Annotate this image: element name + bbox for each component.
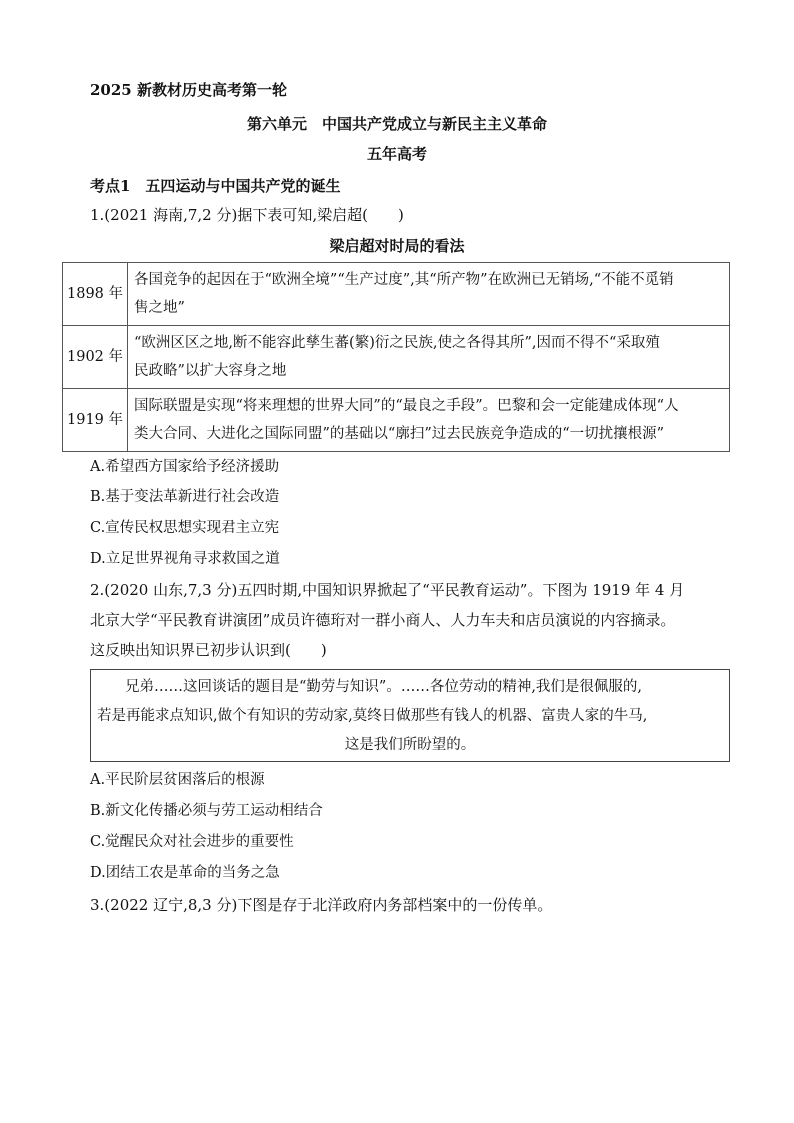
year-cell: 1898 年	[63, 263, 128, 326]
q1-option-c: C.宣传民权思想实现君主立宪	[90, 520, 280, 536]
q1-option-a: A.希望西方国家给予经济援助	[90, 459, 280, 475]
q1-option-d: D.立足世界视角寻求救国之道	[90, 551, 280, 567]
quote-line: 若是再能求点知识,做个有知识的劳动家,莫终日做那些有钱人的机器、富贵人家的牛马,	[97, 708, 648, 724]
q1-stem: 1.(2021 海南,7,2 分)据下表可知,梁启超( )	[90, 206, 404, 224]
q2-option-c: C.觉醒民众对社会进步的重要性	[90, 834, 294, 850]
view-line: 类大合同、大进化之国际同盟”的基础以“廓扫”过去民族竞争造成的“一切扰攘根源”	[134, 426, 665, 442]
topic-heading: 考点1 五四运动与中国共产党的诞生	[90, 177, 341, 195]
q2-stem-line: 2.(2020 山东,7,3 分)五四时期,中国知识界掀起了“平民教育运动”。下图为 1919 年 4 月	[90, 581, 685, 599]
table-row	[63, 326, 730, 389]
quote-line: 这是我们所盼望的。	[344, 737, 476, 753]
q1-option-b: B.基于变法革新进行社会改造	[90, 489, 280, 505]
view-line: 各国竞争的起因在于“欧洲全境”“生产过度”,其“所产物”在欧洲已无销场,“不能不觅销	[134, 272, 674, 288]
q2-option-b: B.新文化传播必须与劳工运动相结合	[90, 803, 323, 819]
q2-stem-line: 这反映出知识界已初步认识到( )	[90, 641, 327, 659]
q2-option-d: D.团结工农是革命的当务之急	[90, 865, 280, 881]
view-line: 售之地”	[134, 300, 185, 316]
q2-quote-box	[90, 669, 730, 762]
q3-stem: 3.(2022 辽宁,8,3 分)下图是存于北洋政府内务部档案中的一份传单。	[90, 896, 553, 914]
q2-option-a: A.平民阶层贫困落后的根源	[90, 772, 265, 788]
year-cell: 1902 年	[63, 326, 128, 389]
q2-stem-line: 北京大学“平民教育讲演团”成员许德珩对一群小商人、人力车夫和店员演说的内容摘录。	[90, 611, 676, 629]
series-title: 2025 新教材历史高考第一轮	[90, 81, 287, 99]
year-cell: 1919 年	[63, 389, 128, 452]
view-cell	[128, 263, 730, 326]
q1-table	[62, 262, 730, 452]
quote-line: 兄弟……这回谈话的题目是“勤劳与知识”。……各位劳动的精神,我们是很佩服的,	[125, 679, 643, 695]
view-cell	[128, 389, 730, 452]
table-row	[63, 263, 730, 326]
view-line: 民政略”以扩大容身之地	[134, 363, 287, 379]
view-line: “欧洲区区之地,断不能容此孳生蕃(繁)衍之民族,使之各得其所”,因而不得不“采取殖	[134, 335, 660, 351]
q1-table-title: 梁启超对时局的看法	[329, 237, 465, 255]
section-title: 五年高考	[366, 145, 427, 163]
view-line: 国际联盟是实现“将来理想的世界大同”的“最良之手段”。巴黎和会一定能建成体现“人	[134, 398, 679, 414]
table-row	[63, 389, 730, 452]
unit-title: 第六单元 中国共产党成立与新民主主义革命	[246, 115, 547, 133]
view-cell	[128, 326, 730, 389]
